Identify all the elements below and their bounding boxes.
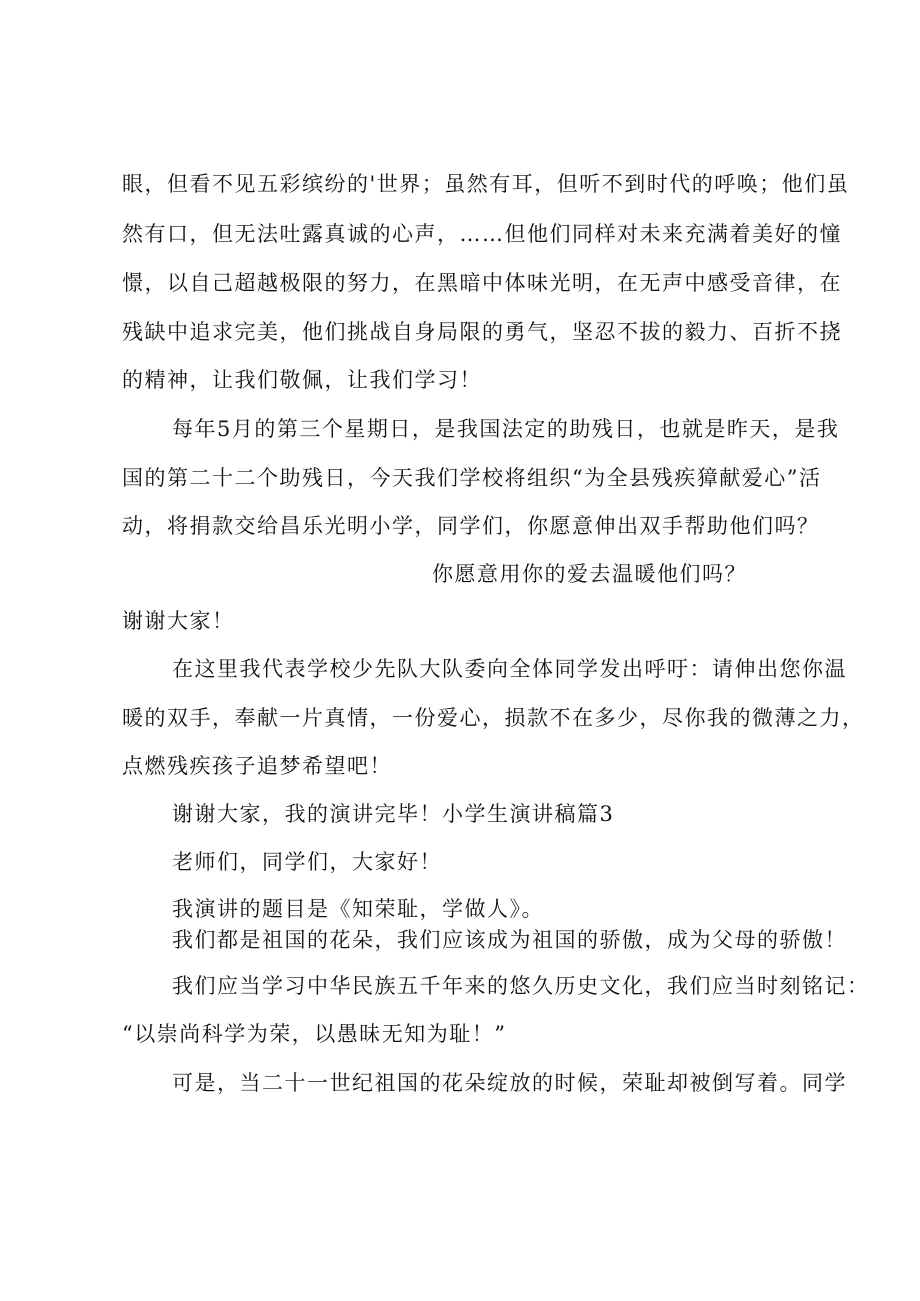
text-line-1: 眼，但看不见五彩缤纷的'世界；虽然有耳，但听不到时代的呼唤；他们虽 <box>122 172 850 196</box>
text-line-7: 国的第二十二个助残日，今天我们学校将组织“为全县残疾獐献爱心”活 <box>122 466 822 490</box>
text-line-12: 暖的双手，奉献一片真情，一份爱心，损款不在多少，尽你我的微薄之力， <box>122 706 865 730</box>
text-line-2: 然有口，但无法吐露真诚的心声，……但他们同样对未来充满着美好的憧 <box>122 222 842 246</box>
text-line-5: 的精神，让我们敬佩，让我们学习！ <box>122 368 482 392</box>
text-line-18: 我们应当学习中华民族五千年来的悠久历史文化，我们应当时刻铭记： <box>172 974 870 998</box>
text-line-20: 可是，当二十一世纪祖国的花朵绽放的时候，荣耻却被倒写着。同学 <box>172 1071 847 1095</box>
text-line-16: 我演讲的题目是《知荣耻，学做人》。 <box>172 897 544 921</box>
text-line-3: 憬，以自己超越极限的努力，在黑暗中体味光明，在无声中感受音律，在 <box>122 271 842 295</box>
text-line-9: 你愿意用你的爱去温暖他们吗？ <box>432 562 747 586</box>
text-line-13: 点燃残疾孩子追梦希望吧！ <box>122 754 392 778</box>
text-line-11: 在这里我代表学校少先队大队委向全体同学发出呼吁：请伸出您你温 <box>172 657 847 681</box>
text-line-10: 谢谢大家！ <box>122 609 235 633</box>
text-line-15: 老师们，同学们，大家好！ <box>172 850 442 874</box>
text-line-14: 谢谢大家，我的演讲完毕！小学生演讲稿篇3 <box>172 802 615 826</box>
text-line-19: “以崇尚科学为荣，以愚昧无知为耻！” <box>122 1022 507 1046</box>
text-line-6: 每年5月的第三个星期日，是我国法定的助残日，也就是昨天，是我 <box>172 417 840 441</box>
text-line-8: 动，将捐款交给昌乐光明小学，同学们，你愿意伸出双手帮助他们吗？ <box>122 514 820 538</box>
text-line-17: 我们都是祖国的花朵，我们应该成为祖国的骄傲，成为父母的骄傲！ <box>172 928 847 952</box>
text-line-4: 残缺中追求完美，他们挑战自身局限的勇气，坚忍不拔的毅力、百折不挠 <box>122 320 842 344</box>
